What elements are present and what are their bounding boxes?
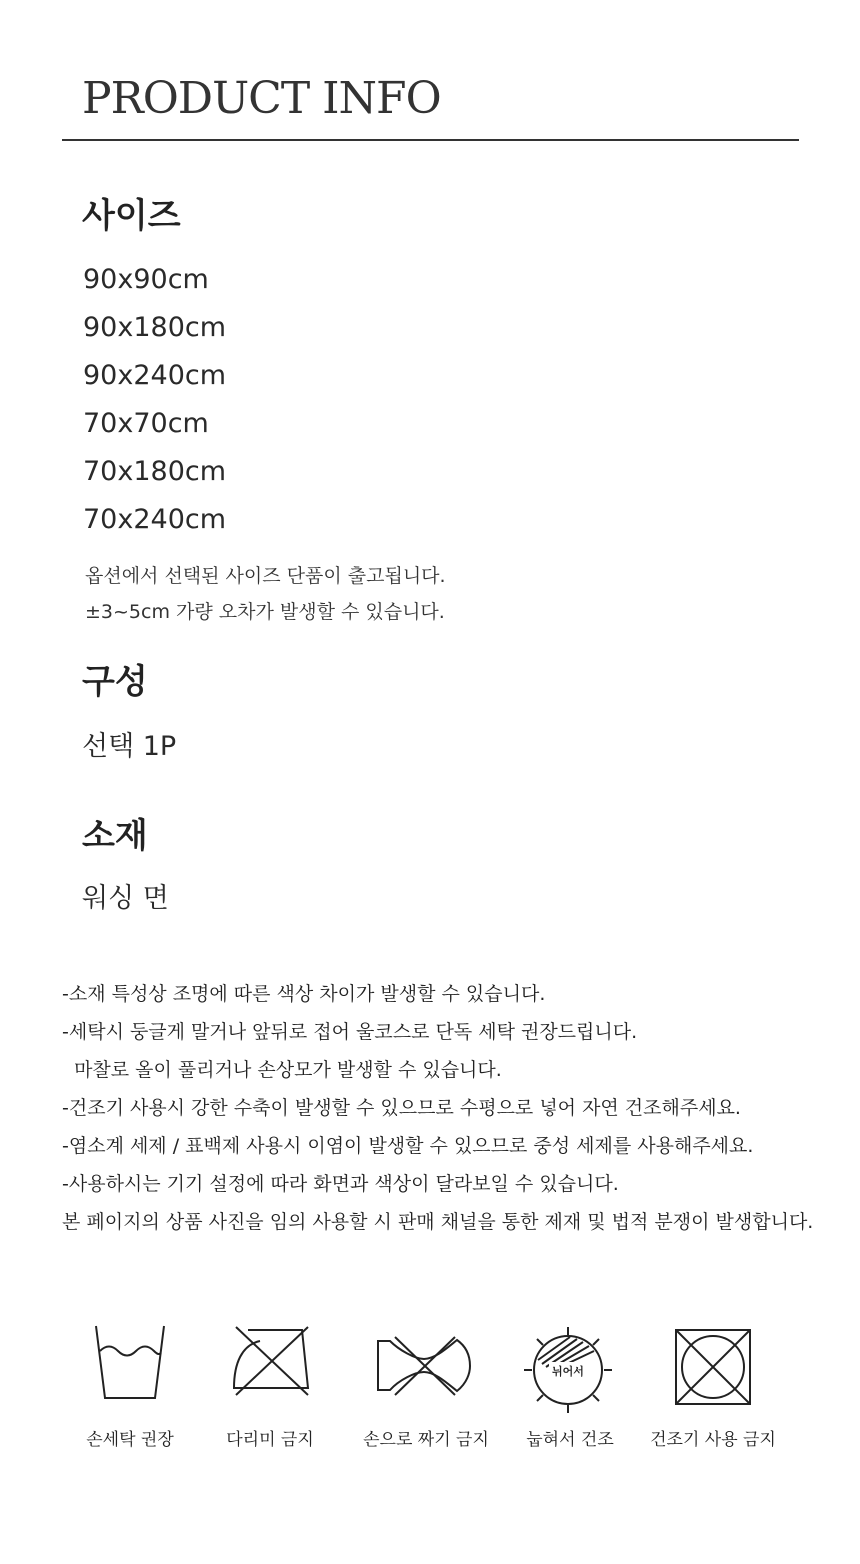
care-label-no-iron: 다리미 금지 bbox=[226, 1430, 314, 1450]
caution-line: -염소계 세제 / 표백제 사용시 이염이 발생할 수 있으므로 중성 세제를 사용해주세요. bbox=[62, 1135, 754, 1157]
caution-line: -사용하시는 기기 설정에 따라 화면과 색상이 달라보일 수 있습니다. bbox=[62, 1173, 619, 1195]
care-label-no-tumble-dry: 건조기 사용 금지 bbox=[650, 1430, 776, 1450]
care-label-dry-flat: 눕혀서 건조 bbox=[526, 1430, 614, 1450]
material-value: 워싱 면 bbox=[82, 883, 169, 914]
title-divider bbox=[62, 139, 799, 141]
material-heading: 소재 bbox=[82, 816, 148, 856]
caution-line: -소재 특성상 조명에 따른 색상 차이가 발생할 수 있습니다. bbox=[62, 983, 546, 1005]
size-heading: 사이즈 bbox=[82, 196, 181, 236]
size-item: 90x240cm bbox=[83, 360, 227, 391]
dry-flat-shade-icon bbox=[524, 1327, 612, 1413]
care-label-hand-wash: 손세탁 권장 bbox=[86, 1430, 174, 1450]
size-item: 70x70cm bbox=[83, 408, 209, 439]
size-item: 90x180cm bbox=[83, 312, 227, 343]
size-item: 70x240cm bbox=[83, 504, 227, 535]
composition-heading: 구성 bbox=[82, 662, 148, 702]
copyright-notice: 본 페이지의 상품 사진을 임의 사용할 시 판매 채널을 통한 제재 및 법적 분쟁이 발생합니다. bbox=[62, 1211, 814, 1233]
size-note: 옵션에서 선택된 사이즈 단품이 출고됩니다. bbox=[85, 565, 446, 587]
size-note: ±3~5cm 가량 오차가 발생할 수 있습니다. bbox=[85, 601, 445, 623]
no-wring-icon bbox=[375, 1333, 473, 1399]
composition-value: 선택 1P bbox=[82, 731, 177, 762]
caution-line: 마찰로 올이 풀리거나 손상모가 발생할 수 있습니다. bbox=[62, 1059, 502, 1081]
hand-wash-icon bbox=[93, 1323, 167, 1403]
no-iron-icon bbox=[230, 1323, 312, 1397]
size-item: 70x180cm bbox=[83, 456, 227, 487]
size-item: 90x90cm bbox=[83, 264, 209, 295]
dry-flat-icon-text: 뉘어서 bbox=[552, 1365, 584, 1378]
care-label-no-wring: 손으로 짜기 금지 bbox=[363, 1430, 489, 1450]
caution-line: -세탁시 둥글게 말거나 앞뒤로 접어 울코스로 단독 세탁 권장드립니다. bbox=[62, 1021, 638, 1043]
page-title: PRODUCT INFO bbox=[82, 73, 441, 124]
caution-line: -건조기 사용시 강한 수축이 발생할 수 있으므로 수평으로 넣어 자연 건조해주세요. bbox=[62, 1097, 741, 1119]
no-tumble-dry-icon bbox=[673, 1327, 753, 1407]
